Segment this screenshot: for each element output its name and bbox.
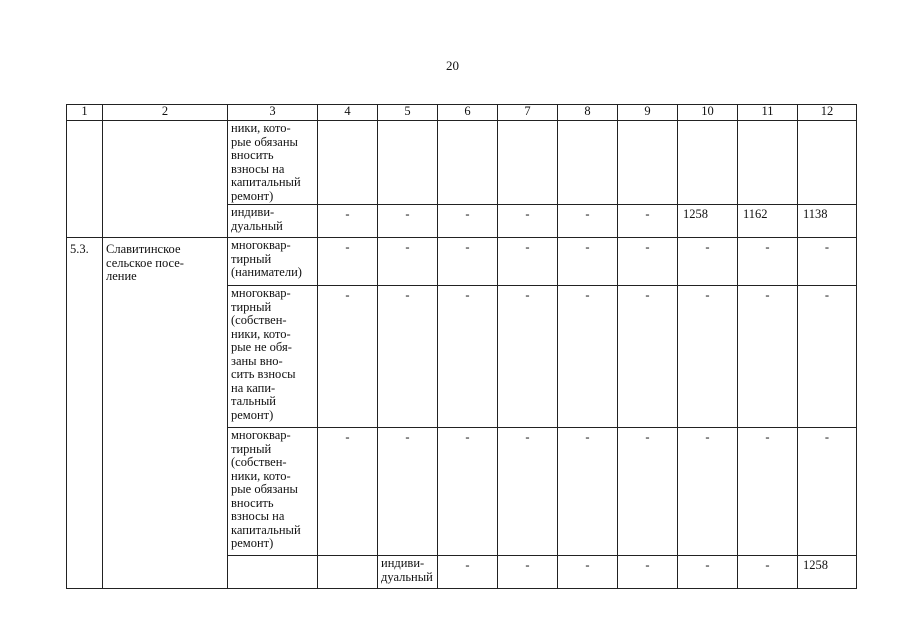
value-cell: - — [678, 556, 738, 589]
value-cell: - — [738, 556, 798, 589]
table-row — [67, 121, 857, 205]
header-cell-5: 5 — [378, 105, 438, 121]
header-cell-6: 6 — [438, 105, 498, 121]
housing-type-cell: многоквар- тирный (собствен- ники, кото- рые обязаны вносить взносы на капитальный ремонт) — [228, 428, 318, 556]
value-cell: - — [378, 238, 438, 286]
value-cell: - — [318, 238, 378, 286]
value-cell: - — [678, 428, 738, 556]
header-cell-3: 3 — [228, 105, 318, 121]
header-cell-7: 7 — [498, 105, 558, 121]
value-cell: - — [738, 238, 798, 286]
header-cell-10: 10 — [678, 105, 738, 121]
value-cell: - — [318, 428, 378, 556]
value-cell: - — [798, 286, 857, 428]
value-cell: - — [438, 238, 498, 286]
value-cell: - — [738, 286, 798, 428]
value-cell: - — [318, 205, 378, 238]
header-cell-2: 2 — [103, 105, 228, 121]
value-cell: - — [558, 556, 618, 589]
page-number: 20 — [446, 58, 459, 73]
value-cell: - — [618, 556, 678, 589]
settlement-cell — [318, 556, 378, 589]
header-cell-1: 1 — [67, 105, 103, 121]
header-cell-9: 9 — [618, 105, 678, 121]
row-number-cell: 5.3. — [67, 238, 103, 589]
value-cell: - — [498, 286, 558, 428]
value-cell: - — [738, 428, 798, 556]
value-cell: - — [798, 428, 857, 556]
header-cell-11: 11 — [738, 105, 798, 121]
value-cell: - — [498, 205, 558, 238]
value-cell: - — [498, 238, 558, 286]
value-cell — [378, 121, 438, 205]
value-cell — [798, 121, 857, 205]
header-row — [67, 105, 857, 121]
value-cell: - — [618, 286, 678, 428]
value-cell: - — [558, 205, 618, 238]
value-cell: - — [678, 238, 738, 286]
value-cell: - — [318, 286, 378, 428]
table-row — [67, 238, 857, 286]
value-cell: - — [378, 205, 438, 238]
value-cell — [318, 121, 378, 205]
value-cell: 1258 — [678, 205, 738, 238]
value-cell: - — [618, 428, 678, 556]
housing-type-cell: многоквар- тирный (собствен- ники, кото- рые не обя- заны вно- сить взносы на капи- тальный ремонт) — [228, 286, 318, 428]
settlement-cell — [103, 121, 228, 238]
row-number-cell — [67, 121, 103, 238]
value-cell: - — [438, 556, 498, 589]
value-cell: - — [558, 286, 618, 428]
value-cell: - — [438, 205, 498, 238]
header-cell-12: 12 — [798, 105, 857, 121]
value-cell: - — [678, 286, 738, 428]
settlement-cell: Славитинское сельское посе- ление — [103, 238, 228, 589]
value-cell: 1258 — [798, 556, 857, 589]
value-cell: - — [618, 238, 678, 286]
housing-type-cell: многоквар- тирный (наниматели) — [228, 238, 318, 286]
value-cell: - — [618, 205, 678, 238]
value-cell — [498, 121, 558, 205]
value-cell: - — [378, 286, 438, 428]
value-cell: - — [558, 428, 618, 556]
value-cell: 1138 — [798, 205, 857, 238]
value-cell: - — [558, 238, 618, 286]
value-cell: 1162 — [738, 205, 798, 238]
value-cell — [558, 121, 618, 205]
housing-type-cell: ники, кото- рые обязаны вносить взносы на капитальный ремонт) — [228, 121, 318, 205]
value-cell — [738, 121, 798, 205]
value-cell: - — [438, 286, 498, 428]
row-number-cell — [228, 556, 318, 589]
housing-type-cell: индиви- дуальный — [378, 556, 438, 589]
value-cell: - — [438, 428, 498, 556]
value-cell: - — [798, 238, 857, 286]
value-cell — [618, 121, 678, 205]
header-cell-4: 4 — [318, 105, 378, 121]
value-cell — [678, 121, 738, 205]
data-table — [66, 104, 857, 589]
value-cell: - — [378, 428, 438, 556]
value-cell — [438, 121, 498, 205]
housing-type-cell: индиви- дуальный — [228, 205, 318, 238]
header-cell-8: 8 — [558, 105, 618, 121]
value-cell: - — [498, 428, 558, 556]
value-cell: - — [498, 556, 558, 589]
